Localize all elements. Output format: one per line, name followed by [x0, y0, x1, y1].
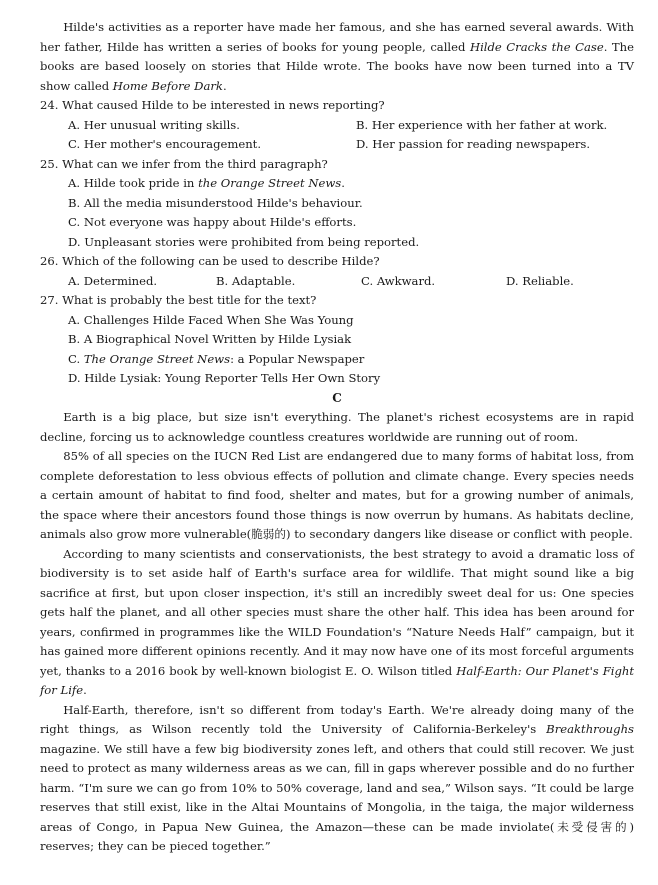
question-26 [40, 252, 634, 291]
paragraph-3-text: According to many scientists and conservationists, the best strategy to avoid a dramatic loss of biodiversity is to set aside half of Earth's surface area for wildlife. That might sound like a big sacrifice at first, but upon closer inspection, it's still an incredibly sweet deal for us: One species gets half the planet, and all other species must share the other half. This idea has been around for years, confirmed in programmes like the WILD Foundation's “Nature Needs Half” campaign, but it has gained more different opinions recently. And it may now have one of its most forceful arguments yet, thanks to a 2016 book by well-known biologist E. O. Wilson titled [40, 546, 634, 678]
option-a: A. Determined. [68, 273, 158, 288]
option-c-text: : a Popular Newspaper [230, 351, 365, 366]
newspaper-title: the Orange Street News [198, 176, 342, 190]
question-stem: 24. What caused Hilde to be interested in news reporting? [40, 98, 385, 112]
section-heading: C [332, 390, 342, 405]
question-stem: 27. What is probably the best title for the text? [40, 293, 317, 307]
paragraph-4-text: Half-Earth, therefore, isn't so different from today's Earth. We're already doing many of the right things, as Wilson recently told the University of California-Berkeley's [40, 702, 634, 736]
intro-text-1: Hilde's activities as a reporter have made her famous, and she has earned several awards. With her father, Hilde has written a series of books for young people, called [40, 20, 634, 54]
newspaper-title: The Orange Street News [83, 351, 231, 366]
passage-paragraph-2: 85% of all species on the IUCN Red List are endangered due to many forms of habitat loss, from complete deforestation to less obvious effects of pollution and climate change. Every species needs a certain amount of habitat to find food, shelter and mates, but for a growing number of animals, the space where their ancestors found those things is now overrun by humans. As habitats decline, animals also grow more vulnerable(脆弱的) to secondary dangers like disease or conflict with people. [40, 449, 634, 541]
magazine-title: Breakthroughs [546, 722, 634, 736]
question-24 [40, 96, 634, 155]
paragraph-3-end: . [83, 683, 87, 697]
option-a: A. Challenges Hilde Faced When She Was Young [68, 312, 354, 327]
intro-paragraph [40, 18, 634, 96]
option-d: D. Hilde Lysiak: Young Reporter Tells Her Own Story [68, 371, 381, 385]
intro-text-3: . [222, 78, 227, 93]
question-stem: 25. What can we infer from the third paragraph? [40, 156, 328, 171]
option-c: C. Not everyone was happy about Hilde's efforts. [68, 215, 357, 229]
option-b: B. All the media misunderstood Hilde's behaviour. [68, 195, 363, 210]
option-d: D. Reliable. [506, 273, 574, 288]
option-b: B. A Biographical Novel Written by Hilde Lysiak [68, 332, 352, 346]
intro-text-2: . The books are based loosely on stories that Hilde wrote. The books have now been turned into a TV show called [40, 39, 634, 93]
option-a-text: A. Hilde took pride in [68, 176, 199, 190]
option-a-end: . [341, 176, 345, 190]
passage-paragraph-1: Earth is a big place, but size isn't everything. The planet's richest ecosystems are in rapid decline, forcing us to acknowledge countless creatures worldwide are running out of room. [40, 410, 634, 444]
option-c: C. Her mother's encouragement. [68, 137, 262, 151]
option-c-label: C. [68, 351, 84, 366]
option-c: C. Awkward. [361, 273, 436, 288]
option-a: A. Her unusual writing skills. [68, 117, 240, 132]
paragraph-4-end: magazine. We still have a few big biodiversity zones left, and others that could still recover. We just need to protect as many wilderness areas as we can, fill in gaps wherever possible and do no further harm. “I'm sure we can go from 10% to 50% coverage, land and sea,” Wilson says. “It could be large reserves that still exist, like in the Altai Mountains of Mongolia, in the taiga, the major wilderness areas of Congo, in Papua New Guinea, the Amazon—these can be made inviolate(未受侵害的) reserves; they can be pieced together.” [40, 741, 634, 853]
option-d: D. Her passion for reading newspapers. [356, 137, 591, 151]
option-c [68, 350, 634, 370]
question-27 [40, 291, 634, 389]
question-25 [40, 155, 634, 253]
book-title: Hilde Cracks the Case [469, 39, 604, 54]
option-d: D. Unpleasant stories were prohibited from being reported. [68, 234, 420, 249]
question-stem: 26. Which of the following can be used to describe Hilde? [40, 254, 380, 268]
tv-show-title: Home Before Dark [112, 78, 223, 93]
passage-paragraph-4 [40, 701, 634, 857]
passage-paragraph-3 [40, 545, 634, 701]
option-a [68, 174, 634, 194]
option-b: B. Her experience with her father at work. [356, 117, 608, 132]
option-b: B. Adaptable. [216, 273, 296, 288]
book-title: Half-Earth: Our Planet's Fight for Life [40, 663, 635, 697]
